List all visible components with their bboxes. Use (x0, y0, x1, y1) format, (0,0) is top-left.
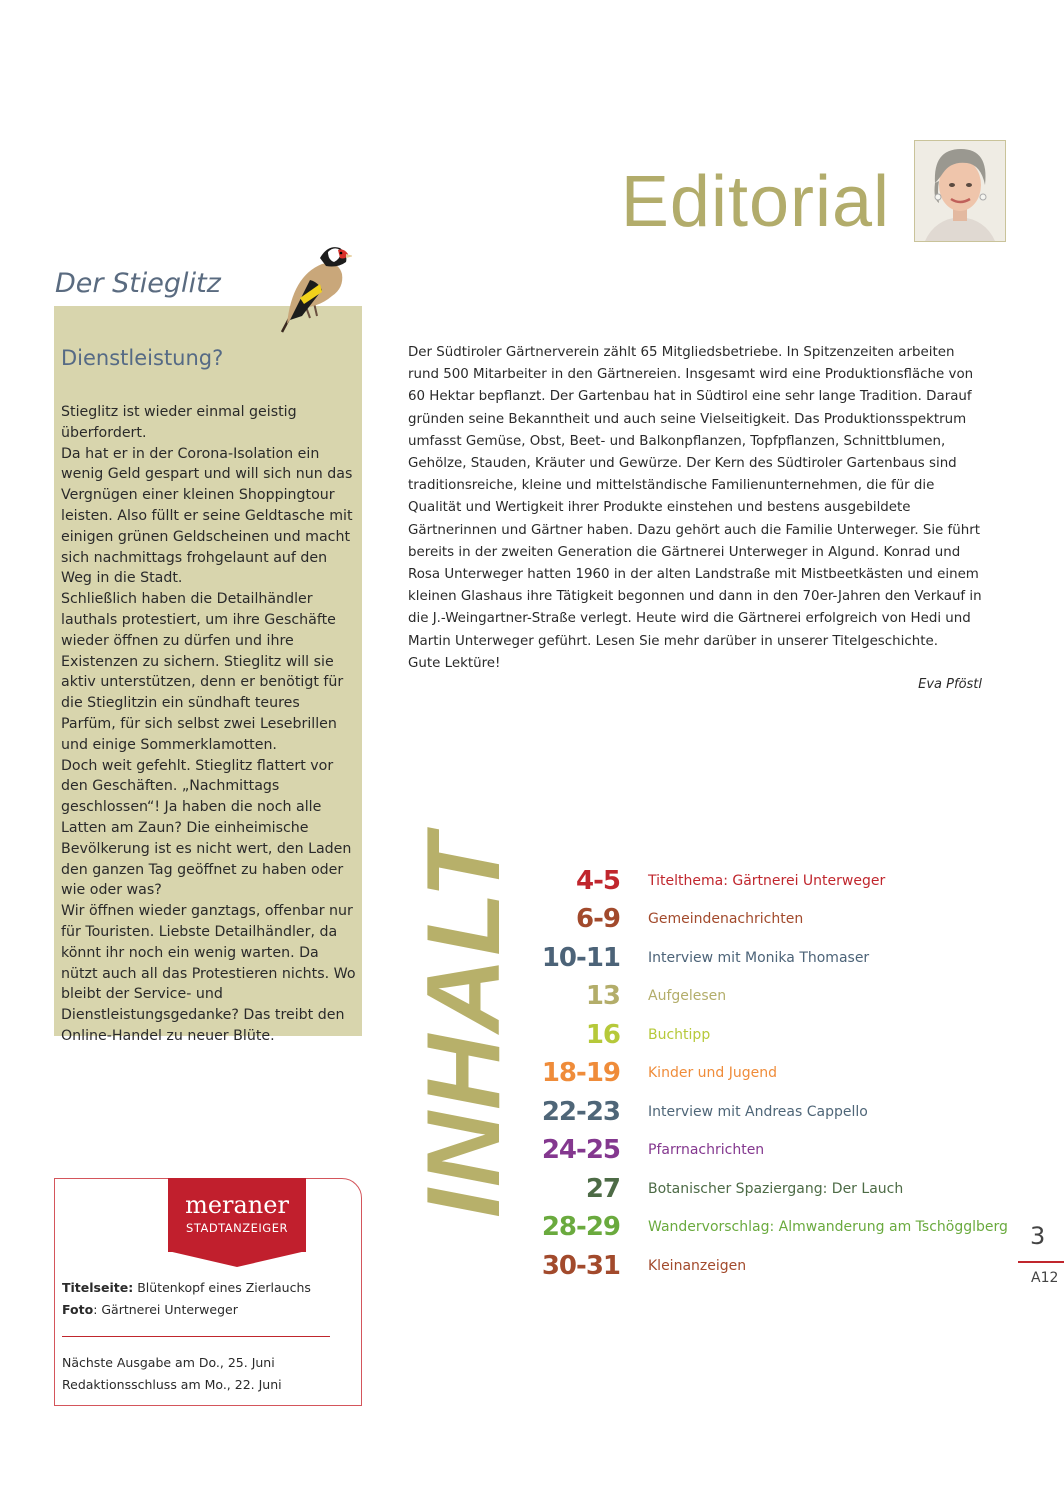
toc-pages: 4-5 (576, 866, 620, 896)
toc-label: Kinder und Jugend (648, 1065, 777, 1081)
photo-text: : Gärtnerei Unterweger (93, 1302, 238, 1317)
editorial-deadline: Redaktionsschluss am Mo., 22. Juni (62, 1377, 282, 1392)
toc-entry[interactable] (500, 1056, 1020, 1090)
toc-label: Kleinanzeigen (648, 1258, 747, 1274)
toc-entry[interactable] (500, 902, 1020, 936)
toc-label: Pfarrnachrichten (648, 1142, 765, 1158)
toc-label: Gemeindenachrichten (648, 911, 804, 927)
page-number: 3 (1030, 1222, 1046, 1250)
editorial-line: Martin Unterweger geführt. Lesen Sie mehr darüber in unserer Titelgeschichte. (408, 633, 938, 649)
editorial-line: kleinen Glashaus ihre Tätigkeit begonnen und dann in den 70er-Jahren den Verkauf in (408, 589, 982, 605)
toc-entry[interactable] (500, 1172, 1020, 1206)
toc-pages: 16 (585, 1020, 620, 1050)
editorial-line: Der Südtiroler Gärtnerverein zählt 65 Mitgliedsbetriebe. In Spitzenzeiten arbeiten (408, 345, 955, 360)
toc-label: Interview mit Monika Thomaser (648, 950, 870, 966)
toc-pages: 24-25 (541, 1135, 620, 1165)
toc-pages: 6-9 (576, 904, 620, 934)
toc-label: Buchtipp (648, 1027, 711, 1043)
toc-label: Aufgelesen (648, 988, 727, 1004)
page-number-divider (1018, 1261, 1064, 1263)
editorial-line: die J.-Weingartner-Straße verlegt. Heute wird die Gärtnerei erfolgreich von Hedi und (408, 611, 971, 627)
editorial-line: gründen seine Bekanntheit und auch seine Vielseitigkeit. Das Produktionsspektrum (408, 411, 967, 427)
toc-entry[interactable] (500, 941, 1020, 975)
photo-credit (62, 1302, 238, 1317)
stieglitz-paragraph: Schließlich haben die Detailhändler lauthals protestiert, um ihre Geschäfte wieder öffnen zu dürfen und ihre Existenzen zu sichern. Stieglitz will sie aktiv unterstützen, denn er benötigt für die Stieglitzin ein sündhaft teures Parfüm, für sich selbst zwei Lesebrillen und einige Sommerklamotten. (61, 591, 344, 753)
stieglitz-title: Der Stieglitz (55, 268, 221, 299)
toc-entry[interactable] (500, 1133, 1020, 1167)
editorial-line: umfasst Gemüse, Obst, Beet- und Balkonpflanzen, Topfpflanzen, Schnittblumen, (408, 433, 946, 449)
toc-pages: 28-29 (541, 1212, 620, 1242)
toc-entry[interactable] (500, 1249, 1020, 1283)
toc-label: Wandervorschlag: Almwanderung am Tschögglberg (648, 1219, 1008, 1235)
next-issue: Nächste Ausgabe am Do., 25. Juni (62, 1355, 275, 1370)
cover-label: Titelseite: (62, 1280, 134, 1295)
stieglitz-paragraph: Da hat er in der Corona-Isolation ein wenig Geld gespart und will sich nun das Vergnügen einer kleinen Shoppingtour leisten. Also füllt er seine Geldtasche mit einigen grünen Geldscheinen und macht sich nachmittags frohgelaunt auf den Weg in die Stadt. (61, 445, 353, 587)
toc-pages: 13 (585, 981, 620, 1011)
toc-entry[interactable] (500, 1018, 1020, 1052)
toc-label: Interview mit Andreas Cappello (648, 1104, 868, 1120)
editorial-line: 60 Hektar bepflanzt. Der Gartenbau hat in Südtirol eine sehr lange Tradition. Darauf (408, 389, 972, 405)
editorial-line: Gehölze, Stauden, Kräuter und Gewürze. Der Kern des Südtiroler Gartenbaus sind (408, 456, 957, 472)
toc-label: Titelthema: Gärtnerei Unterweger (648, 873, 886, 889)
editorial-line: traditionsreiche, kleine und mittelständische Familienunternehmen, die für die (408, 478, 935, 494)
editorial-title: Editorial (620, 162, 890, 242)
logo-ribbon-tail (168, 1251, 306, 1267)
editorial-signature: Eva Pföstl (918, 677, 982, 692)
stieglitz-text (61, 402, 356, 1047)
editorial-line: Rosa Unterweger hatten 1960 in der alten Landstraße mit Mistbeetkästen und einem (408, 567, 979, 583)
cover-credit (62, 1280, 311, 1295)
stieglitz-paragraph: Stieglitz ist wieder einmal geistig überfordert. (61, 404, 297, 441)
toc-pages: 18-19 (541, 1058, 620, 1088)
editorial-line: rund 500 Mitarbeiter in den Gärtnereien. Insgesamt wird eine Produktionsfläche von (408, 367, 974, 383)
page-code: A12 (1031, 1270, 1059, 1286)
photo-label: Foto (62, 1302, 94, 1317)
toc-pages: 27 (585, 1174, 620, 1204)
stieglitz-paragraph: Wir öffnen wieder ganztags, offenbar nur für Touristen. Liebste Detailhändler, da könnt ihr noch ein wenig warten. Da nützt auch all das Protestieren nichts. Wo bleibt der Service- und Dienstleistungsgedanke? Das treibt den Online-Handel zu neuer Blüte. (61, 903, 356, 1044)
toc-pages: 10-11 (541, 943, 620, 973)
editorial-line: Gute Lektüre! (408, 655, 501, 671)
stieglitz-heading: Dienstleistung? (61, 346, 224, 370)
inhalt-title: INHALT (406, 832, 522, 1218)
toc-entry[interactable] (500, 864, 1020, 898)
toc-pages: 22-23 (541, 1097, 620, 1127)
editorial-line: Gärtnerinnen und Gärtner haben. Dazu gehört auch die Familie Unterweger. Sie führt (408, 522, 980, 538)
toc-entry[interactable] (500, 1210, 1020, 1244)
toc-entry[interactable] (500, 1095, 1020, 1129)
logo-title: meraner (185, 1191, 289, 1219)
editorial-text (408, 342, 988, 675)
cover-text: Blütenkopf eines Zierlauchs (133, 1280, 311, 1295)
logo-subtitle: STADTANZEIGER (186, 1221, 288, 1235)
toc-pages: 30-31 (541, 1251, 620, 1281)
editorial-line: bereits in der zweiten Generation die Gärtnerei Unterweger in Algund. Konrad und (408, 544, 961, 560)
stieglitz-paragraph: Doch weit gefehlt. Stieglitz flattert vor den Geschäften. „Nachmittags geschlossen“! Ja haben die noch alle Latten am Zaun? Die einheimische Bevölkerung ist es nicht wert, den Laden den ganzen Tag geöffnet zu haben oder wie oder was? (61, 757, 352, 899)
toc-entry[interactable] (500, 979, 1020, 1013)
editorial-line: Qualität und Wertigkeit ihrer Produkte einstehen und bestens ausgebildete (408, 500, 911, 516)
goldfinch-icon (262, 236, 352, 336)
author-portrait (914, 140, 1006, 242)
info-divider (62, 1336, 330, 1337)
toc-label: Botanischer Spaziergang: Der Lauch (648, 1181, 904, 1197)
